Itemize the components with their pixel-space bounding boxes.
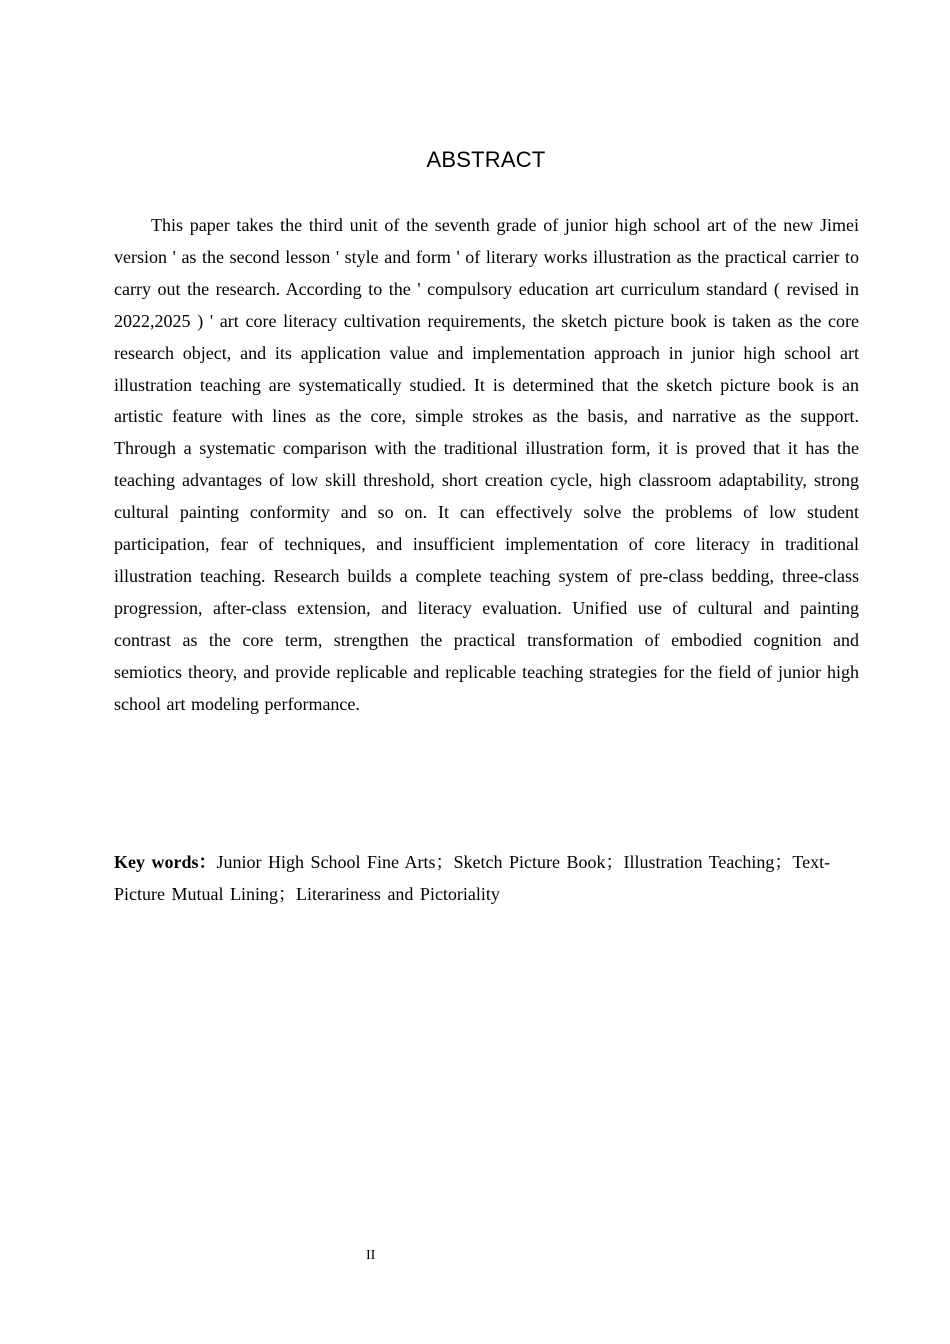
keywords-text: Junior High School Fine Arts；Sketch Picture Book；Illustration Teaching；Text-Picture Mutual Lining；Literariness and Pictoriality — [114, 852, 831, 904]
abstract-title: ABSTRACT — [426, 147, 546, 172]
abstract-body: This paper takes the third unit of the seventh grade of junior high school art of the new Jimei version ' as the second lesson ' style and form ' of literary works illustration as the practical carrier to carry out the research. According to the ' compulsory education art curriculum standard ( revised in 2022,2025 ) ' art core literacy cultivation requirements, the sketch picture book is taken as the core research object, and its application value and implementation approach in junior high school art illustration teaching are systematically studied. It is determined that the sketch picture book is an artistic feature with lines as the core, simple strokes as the basis, and narrative as the support. Through a systematic comparison with the traditional illustration form, it is proved that it has the teaching advantages of low skill threshold, short creation cycle, high classroom adaptability, strong cultural painting conformity and so on. It can effectively solve the problems of low student participation, fear of techniques, and insufficient implementation of core literacy in traditional illustration teaching. Research builds a complete teaching system of pre-class bedding, three-class progression, after-class extension, and literacy evaluation. Unified use of cultural and painting contrast as the core term, strengthen the practical transformation of embodied cognition and semiotics theory, and provide replicable and replicable teaching strategies for the field of junior high school art modeling performance. — [114, 215, 859, 714]
page-number: II — [366, 1248, 376, 1263]
keywords-label: Key words： — [114, 852, 217, 872]
keywords-paragraph — [114, 846, 859, 910]
